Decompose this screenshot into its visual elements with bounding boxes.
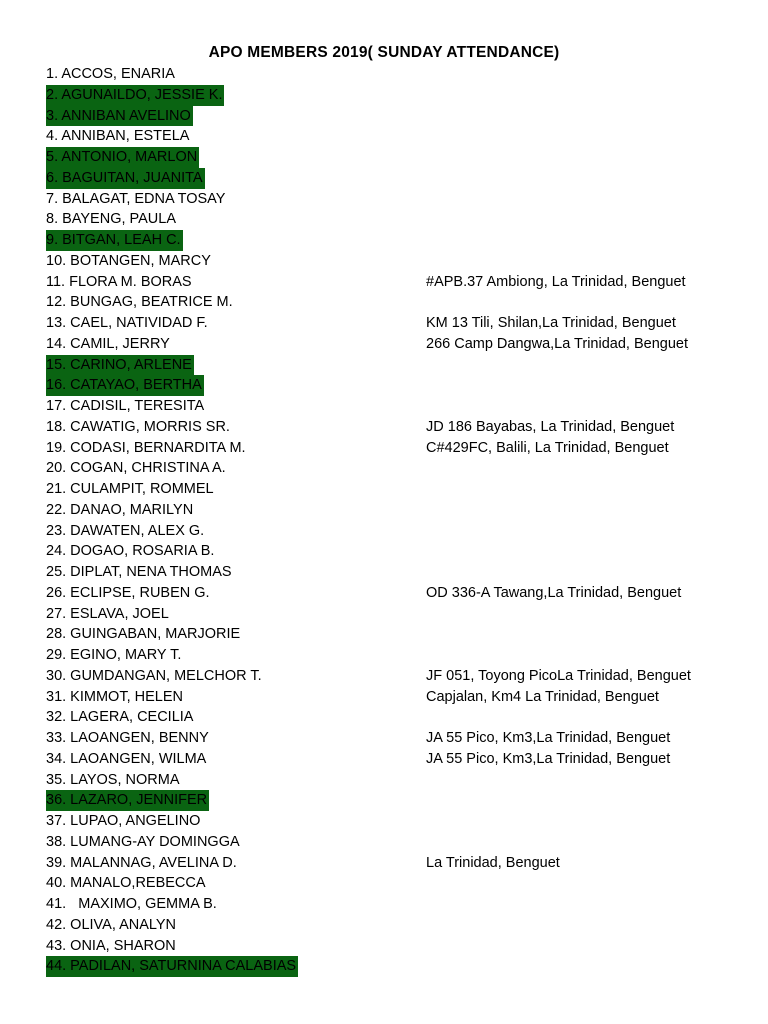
member-address: OD 336-A Tawang,La Trinidad, Benguet <box>426 584 682 601</box>
member-address: C#429FC, Balili, La Trinidad, Benguet <box>426 439 669 456</box>
member-address: La Trinidad, Benguet <box>426 854 560 871</box>
member-row <box>46 85 746 106</box>
member-row <box>46 604 746 625</box>
member-name: 2. AGUNAILDO, JESSIE K. <box>46 85 224 106</box>
member-name: 22. DANAO, MARILYN <box>46 501 194 518</box>
member-name: 10. BOTANGEN, MARCY <box>46 252 211 269</box>
member-name: 18. CAWATIG, MORRIS SR. <box>46 418 230 435</box>
member-name: 40. MANALO,REBECCA <box>46 875 206 892</box>
member-row <box>46 749 746 770</box>
member-row <box>46 832 746 853</box>
member-name: 17. CADISIL, TERESITA <box>46 398 205 414</box>
member-address: KM 13 Tili, Shilan,La Trinidad, Benguet <box>426 315 676 331</box>
member-row <box>46 562 746 583</box>
member-row <box>46 936 746 957</box>
member-name: 19. CODASI, BERNARDITA M. <box>46 439 246 456</box>
member-row <box>46 894 746 915</box>
member-row <box>46 790 746 811</box>
member-name: 12. BUNGAG, BEATRICE M. <box>46 294 233 311</box>
member-row <box>46 147 746 168</box>
member-name: 14. CAMIL, JERRY <box>46 335 170 352</box>
member-row <box>46 521 746 542</box>
member-row <box>46 106 746 127</box>
member-name: 26. ECLIPSE, RUBEN G. <box>46 584 210 601</box>
member-name: 35. LAYOS, NORMA <box>46 771 180 788</box>
member-name: 33. LAOANGEN, BENNY <box>46 730 209 746</box>
member-name: 13. CAEL, NATIVIDAD F. <box>46 315 208 331</box>
member-name: 5. ANTONIO, MARLON <box>46 147 199 168</box>
member-name: 7. BALAGAT, EDNA TOSAY <box>46 190 226 207</box>
member-name: 41. MAXIMO, GEMMA B. <box>46 896 217 912</box>
member-row <box>46 272 746 293</box>
member-name: 24. DOGAO, ROSARIA B. <box>46 543 215 560</box>
member-row <box>46 64 746 85</box>
member-address: JF 051, Toyong PicoLa Trinidad, Benguet <box>426 667 691 684</box>
member-row <box>46 189 746 210</box>
member-name: 38. LUMANG-AY DOMINGGA <box>46 833 240 850</box>
member-row <box>46 230 746 251</box>
member-row <box>46 811 746 832</box>
member-name: 34. LAOANGEN, WILMA <box>46 750 207 767</box>
member-row <box>46 479 746 500</box>
member-name: 39. MALANNAG, AVELINA D. <box>46 854 237 871</box>
member-row <box>46 209 746 230</box>
member-name: 31. KIMMOT, HELEN <box>46 688 183 705</box>
member-name: 11. FLORA M. BORAS <box>46 273 192 290</box>
member-name: 15. CARINO, ARLENE <box>46 355 194 376</box>
member-row <box>46 168 746 189</box>
member-row <box>46 687 746 708</box>
member-row <box>46 541 746 562</box>
member-row <box>46 417 746 438</box>
page-title: APO MEMBERS 2019( SUNDAY ATTENDANCE) <box>208 44 560 61</box>
member-row <box>46 666 746 687</box>
member-row <box>46 355 746 376</box>
member-row <box>46 853 746 874</box>
member-name: 43. ONIA, SHARON <box>46 937 176 954</box>
member-row <box>46 126 746 147</box>
member-row <box>46 915 746 936</box>
member-name: 3. ANNIBAN AVELINO <box>46 106 193 127</box>
member-row <box>46 770 746 791</box>
member-name: 37. LUPAO, ANGELINO <box>46 813 201 829</box>
member-row <box>46 624 746 645</box>
member-row <box>46 707 746 728</box>
member-address: Capjalan, Km4 La Trinidad, Benguet <box>426 688 659 705</box>
member-name: 6. BAGUITAN, JUANITA <box>46 168 205 189</box>
member-address: 266 Camp Dangwa,La Trinidad, Benguet <box>426 335 688 352</box>
member-name: 9. BITGAN, LEAH C. <box>46 230 183 251</box>
member-row <box>46 438 746 459</box>
member-row <box>46 396 746 417</box>
member-row <box>46 375 746 396</box>
member-address: JA 55 Pico, Km3,La Trinidad, Benguet <box>426 730 671 746</box>
member-name: 30. GUMDANGAN, MELCHOR T. <box>46 667 262 684</box>
member-name: 23. DAWATEN, ALEX G. <box>46 522 205 539</box>
member-name: 20. COGAN, CHRISTINA A. <box>46 460 226 477</box>
member-name: 29. EGINO, MARY T. <box>46 647 182 663</box>
member-name: 36. LAZARO, JENNIFER <box>46 790 209 811</box>
member-row <box>46 251 746 272</box>
member-name: 1. ACCOS, ENARIA <box>46 66 175 82</box>
member-name: 25. DIPLAT, NENA THOMAS <box>46 564 232 580</box>
member-name: 27. ESLAVA, JOEL <box>46 605 169 622</box>
member-name: 8. BAYENG, PAULA <box>46 211 177 228</box>
member-address: #APB.37 Ambiong, La Trinidad, Benguet <box>426 273 686 290</box>
member-row <box>46 583 746 604</box>
member-name: 42. OLIVA, ANALYN <box>46 916 177 933</box>
member-row <box>46 458 746 479</box>
member-row <box>46 292 746 313</box>
member-name: 21. CULAMPIT, ROMMEL <box>46 481 214 497</box>
member-row <box>46 728 746 749</box>
member-name: 4. ANNIBAN, ESTELA <box>46 128 190 145</box>
member-address: JD 186 Bayabas, La Trinidad, Benguet <box>426 418 675 435</box>
member-address: JA 55 Pico, Km3,La Trinidad, Benguet <box>426 750 671 767</box>
member-row <box>46 645 746 666</box>
member-name: 32. LAGERA, CECILIA <box>46 709 194 726</box>
member-row <box>46 956 746 977</box>
member-list <box>46 64 746 977</box>
member-name: 44. PADILAN, SATURNINA CALABIAS <box>46 956 298 977</box>
member-row <box>46 873 746 894</box>
member-name: 28. GUINGABAN, MARJORIE <box>46 626 241 643</box>
member-row <box>46 334 746 355</box>
member-name: 16. CATAYAO, BERTHA <box>46 375 204 396</box>
member-row <box>46 313 746 334</box>
member-row <box>46 500 746 521</box>
